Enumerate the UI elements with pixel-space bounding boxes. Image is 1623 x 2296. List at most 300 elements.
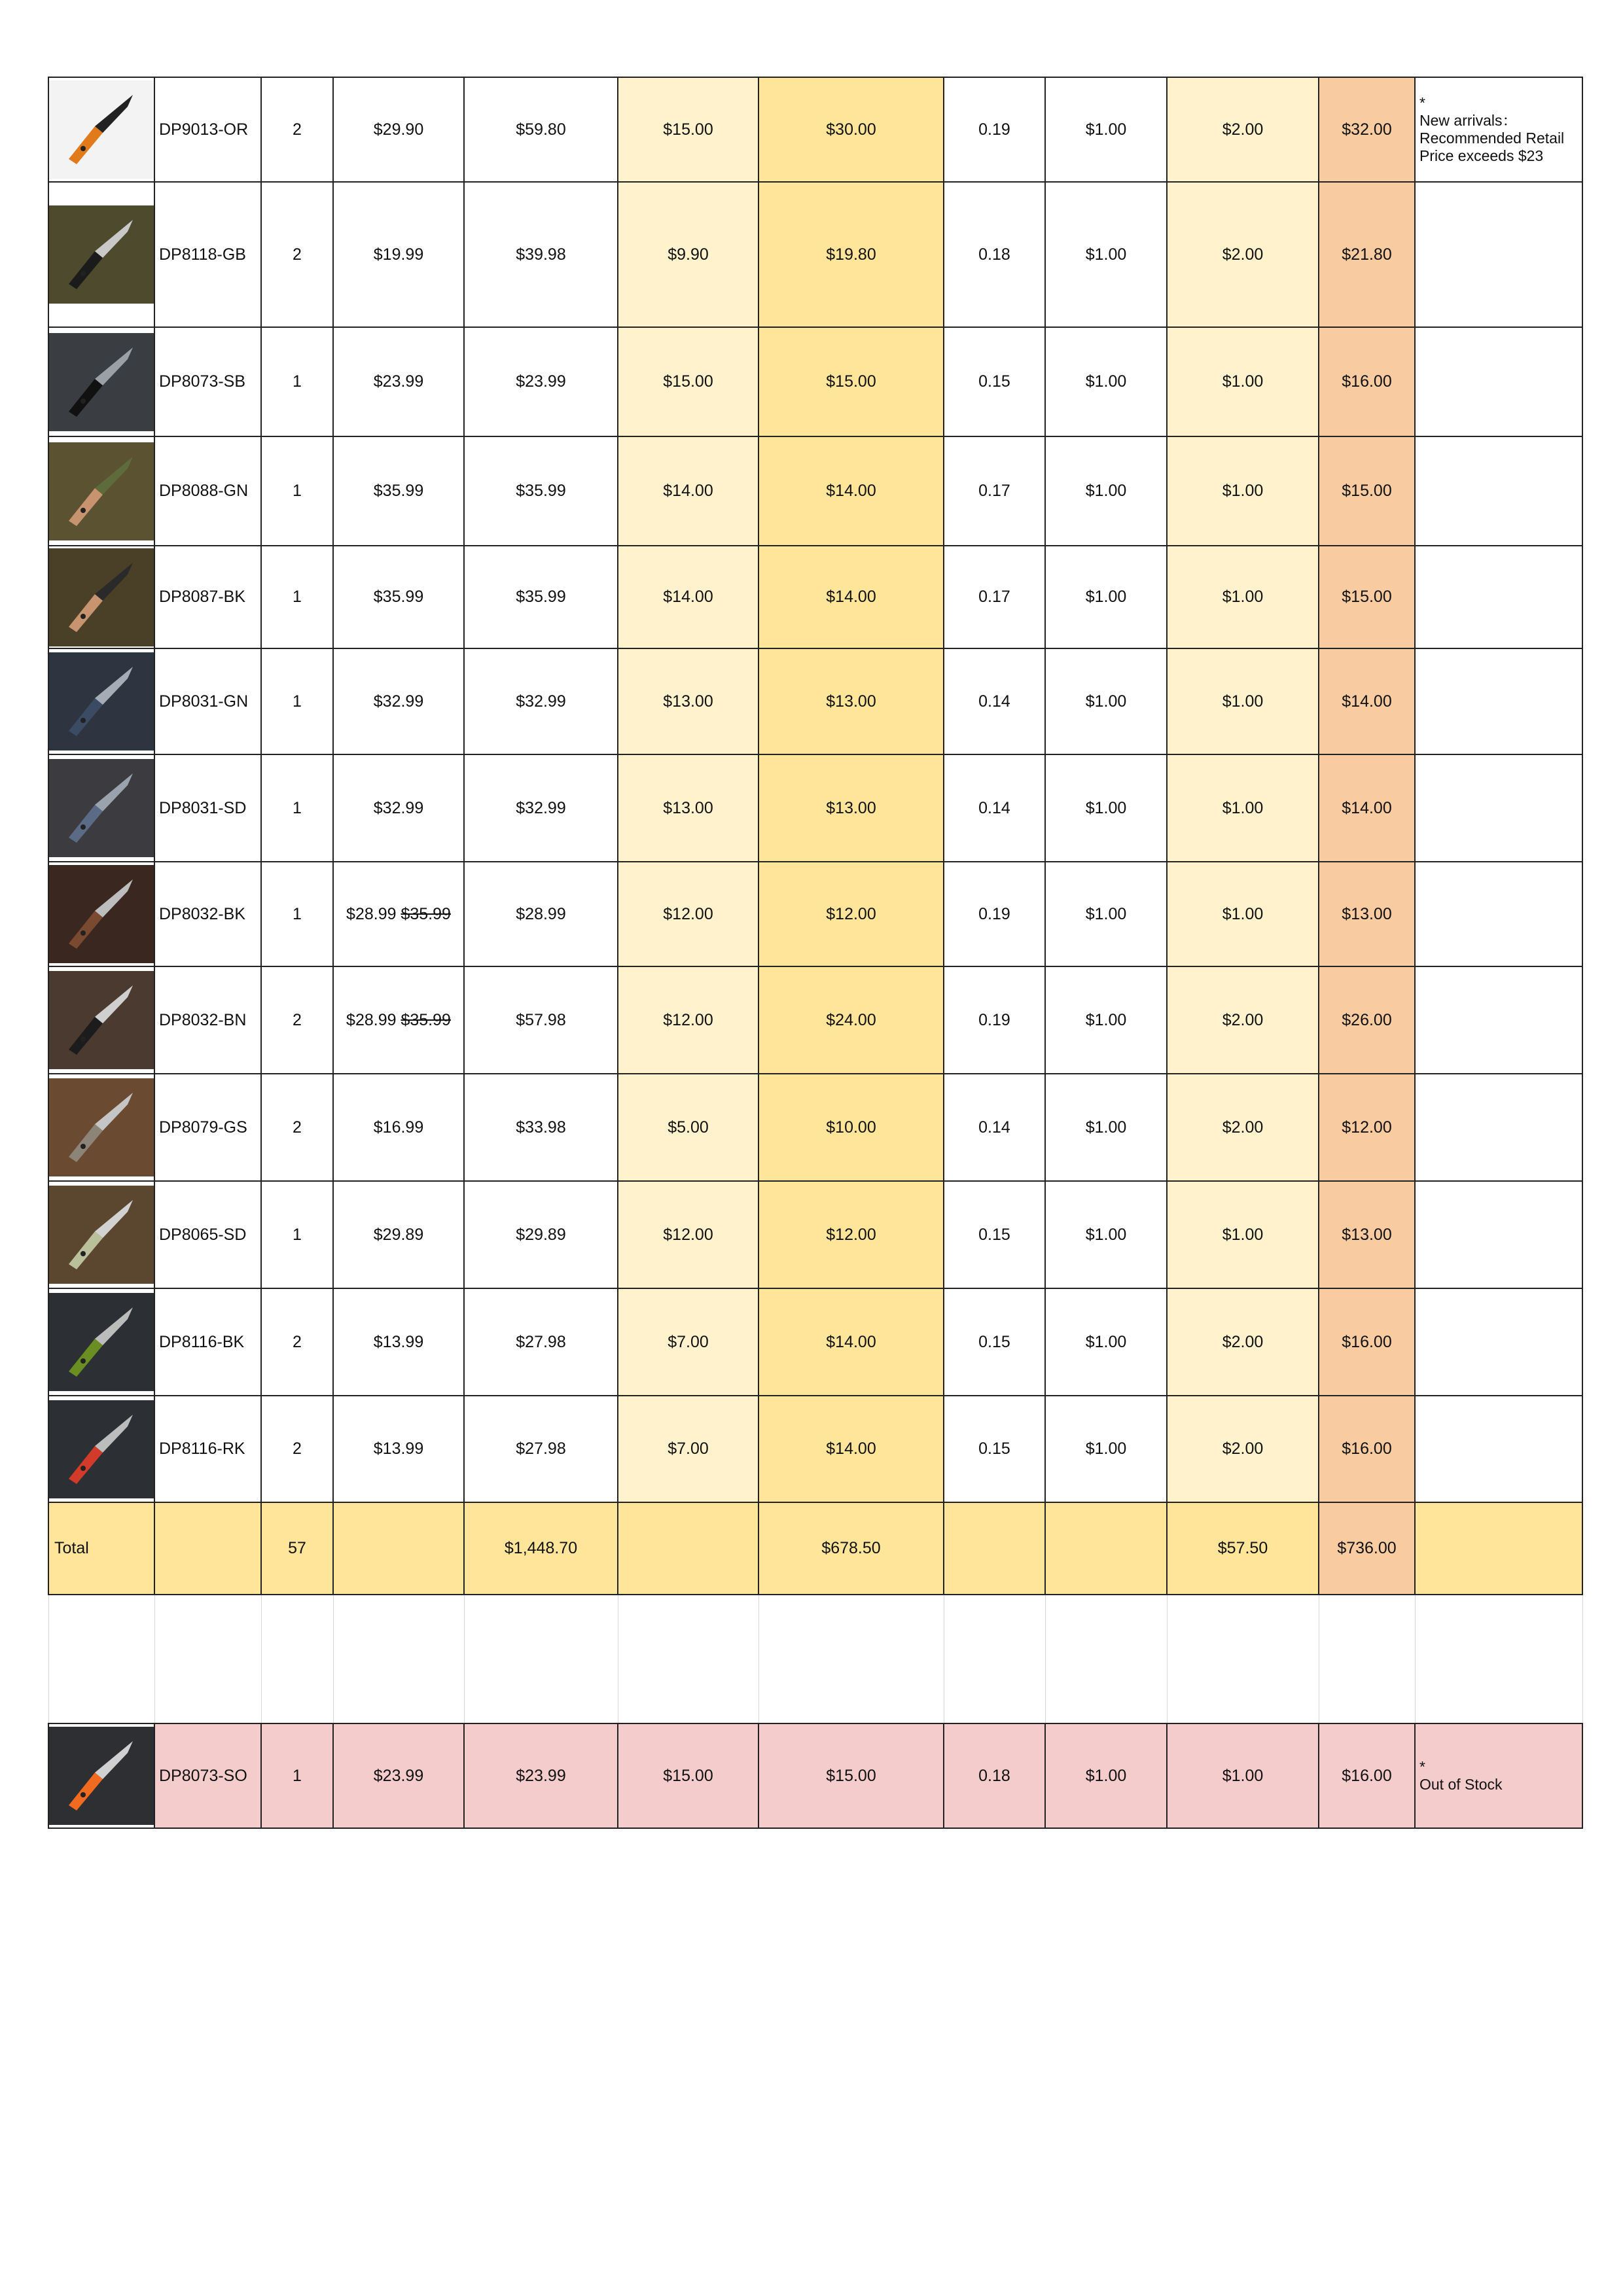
ship-unit-cell [1045, 1396, 1167, 1502]
order-table [48, 77, 1583, 1829]
table-row [48, 327, 1582, 436]
note-cell [1415, 1181, 1582, 1288]
amount-value: $23.99 [516, 372, 566, 391]
table-row [48, 754, 1582, 862]
unit-price: $35.99 [373, 588, 424, 606]
amount-value: $32.99 [516, 798, 566, 817]
note-cell [1415, 648, 1582, 754]
empty-cell [1167, 1595, 1319, 1723]
ship-value: $1.00 [1222, 904, 1264, 923]
amount-cell [464, 327, 618, 436]
product-image [48, 1074, 154, 1181]
knife-thumbnail-icon [49, 759, 154, 857]
product-image [48, 862, 154, 966]
cost-cell [758, 1074, 944, 1181]
unit-cost-value: $13.00 [663, 692, 713, 711]
table-row [48, 1288, 1582, 1396]
total-row [48, 1502, 1582, 1595]
total-empty-cell [333, 1502, 464, 1595]
ship-unit-cell [1045, 546, 1167, 648]
total-ship: $57.50 [1217, 1539, 1268, 1557]
cost-cell [758, 754, 944, 862]
note-cell [1415, 327, 1582, 436]
table-row [48, 648, 1582, 754]
empty-cell [464, 1595, 618, 1723]
weight-value: 0.14 [978, 1118, 1010, 1137]
ship-unit-cell [1045, 862, 1167, 966]
ship-value: $2.00 [1222, 120, 1264, 139]
amount-cell [464, 1288, 618, 1396]
sku-cell [154, 1723, 261, 1828]
unit-cost-cell [618, 648, 758, 754]
cost-value: $24.00 [826, 1010, 876, 1029]
knife-thumbnail-icon [49, 333, 154, 431]
sku-label: DP8073-SO [159, 1766, 247, 1785]
product-image [48, 1396, 154, 1502]
knife-thumbnail-icon [49, 1186, 154, 1284]
total-empty-cell [944, 1502, 1045, 1595]
original-price: $35.99 [401, 1010, 451, 1029]
weight-value: 0.18 [978, 245, 1010, 264]
product-image [48, 1181, 154, 1288]
weight-cell [944, 327, 1045, 436]
qty-cell [261, 1723, 333, 1828]
note-cell [1415, 436, 1582, 546]
unit-price: $23.99 [373, 1766, 424, 1785]
cost-cell [758, 546, 944, 648]
price-cell [333, 1723, 464, 1828]
total-value: $16.00 [1342, 372, 1392, 391]
total-value: $13.00 [1342, 904, 1392, 923]
unit-cost-value: $15.00 [663, 1766, 713, 1785]
row-total-cell [1319, 1181, 1415, 1288]
row-total-cell [1319, 1074, 1415, 1181]
ship-value: $2.00 [1222, 245, 1264, 264]
weight-value: 0.17 [978, 482, 1010, 500]
ship-value: $1.00 [1222, 1766, 1264, 1785]
sku-label: DP8116-RK [159, 1439, 245, 1458]
weight-value: 0.15 [978, 1332, 1010, 1351]
ship-value: $2.00 [1222, 1332, 1264, 1351]
amount-value: $35.99 [516, 588, 566, 606]
qty-value: 2 [293, 1118, 302, 1137]
ship-unit-cell [1045, 1181, 1167, 1288]
amount-value: $59.80 [516, 120, 566, 139]
unit-cost-value: $9.90 [668, 245, 709, 264]
qty-value: 1 [293, 372, 302, 391]
sku-label: DP8032-BN [159, 1010, 247, 1029]
price-cell [333, 1288, 464, 1396]
ship-cell [1167, 327, 1319, 436]
amount-value: $27.98 [516, 1439, 566, 1458]
unit-cost-value: $12.00 [663, 1010, 713, 1029]
note-marker: * [1419, 1758, 1425, 1775]
qty-value: 2 [293, 1332, 302, 1351]
qty-cell [261, 1181, 333, 1288]
weight-value: 0.19 [978, 120, 1010, 139]
ship-value: $1.00 [1222, 692, 1264, 711]
weight-cell [944, 754, 1045, 862]
unit-cost-cell [618, 966, 758, 1074]
row-total-cell [1319, 1396, 1415, 1502]
knife-thumbnail-icon [49, 865, 154, 963]
unit-price: $32.99 [373, 798, 424, 817]
qty-cell [261, 754, 333, 862]
empty-cell [1045, 1595, 1167, 1723]
cost-value: $19.80 [826, 245, 876, 264]
note-cell [1415, 1723, 1582, 1828]
ship-value: $2.00 [1222, 1010, 1264, 1029]
ship-cell [1167, 1396, 1319, 1502]
ship-cell [1167, 862, 1319, 966]
ship-cell [1167, 1288, 1319, 1396]
empty-cell [944, 1595, 1045, 1723]
weight-cell [944, 1396, 1045, 1502]
cost-cell [758, 1723, 944, 1828]
out-of-stock-row [48, 1723, 1582, 1828]
amount-value: $23.99 [516, 1766, 566, 1785]
amount-cell [464, 1181, 618, 1288]
cost-cell [758, 648, 944, 754]
unit-cost-value: $12.00 [663, 1225, 713, 1244]
original-price: $35.99 [401, 904, 451, 923]
price-cell [333, 436, 464, 546]
total-amount: $1,448.70 [504, 1539, 578, 1557]
ship-unit-cell [1045, 1723, 1167, 1828]
sku-cell [154, 77, 261, 182]
row-total-cell [1319, 648, 1415, 754]
sku-label: DP8031-GN [159, 692, 249, 711]
unit-cost-value: $5.00 [668, 1118, 709, 1137]
weight-cell [944, 1074, 1045, 1181]
note-cell [1415, 77, 1582, 182]
sku-cell [154, 754, 261, 862]
unit-cost-cell [618, 1074, 758, 1181]
ship-unit-value: $1.00 [1085, 1225, 1127, 1244]
table-row [48, 862, 1582, 966]
weight-cell [944, 648, 1045, 754]
total-qty: 57 [288, 1539, 306, 1557]
cost-value: $14.00 [826, 588, 876, 606]
empty-cell [618, 1595, 758, 1723]
ship-unit-value: $1.00 [1085, 798, 1127, 817]
unit-cost-value: $7.00 [668, 1332, 709, 1351]
ship-cell [1167, 754, 1319, 862]
cost-cell [758, 1288, 944, 1396]
sku-label: DP8116-BK [159, 1332, 245, 1351]
ship-unit-value: $1.00 [1085, 1118, 1127, 1137]
sku-label: DP8073-SB [159, 372, 246, 391]
cost-cell [758, 182, 944, 327]
note-text: New arrivals：Recommended Retail Price exceeds $23 [1419, 112, 1565, 164]
ship-unit-value: $1.00 [1085, 372, 1127, 391]
note-cell [1415, 1288, 1582, 1396]
total-empty-cell [1045, 1502, 1167, 1595]
sku-cell [154, 327, 261, 436]
qty-cell [261, 436, 333, 546]
unit-price: $29.89 [373, 1225, 424, 1244]
sku-cell [154, 182, 261, 327]
unit-cost-value: $7.00 [668, 1439, 709, 1458]
qty-cell [261, 1288, 333, 1396]
note-cell [1415, 1074, 1582, 1181]
weight-value: 0.17 [978, 588, 1010, 606]
amount-cell [464, 1074, 618, 1181]
knife-thumbnail-icon [49, 205, 154, 304]
weight-cell [944, 862, 1045, 966]
qty-cell [261, 327, 333, 436]
ship-value: $1.00 [1222, 798, 1264, 817]
empty-cell [758, 1595, 944, 1723]
table-row [48, 77, 1582, 182]
price-cell [333, 862, 464, 966]
note-cell [1415, 1396, 1582, 1502]
ship-unit-value: $1.00 [1085, 1010, 1127, 1029]
weight-cell [944, 1288, 1045, 1396]
total-value: $14.00 [1342, 692, 1392, 711]
total-value: $26.00 [1342, 1010, 1392, 1029]
row-total-cell [1319, 77, 1415, 182]
unit-cost-cell [618, 182, 758, 327]
row-total-cell [1319, 1723, 1415, 1828]
cost-value: $15.00 [826, 372, 876, 391]
amount-cell [464, 966, 618, 1074]
knife-thumbnail-icon [49, 971, 154, 1069]
sku-cell [154, 1288, 261, 1396]
grand-total: $736.00 [1337, 1539, 1397, 1557]
row-total-cell [1319, 182, 1415, 327]
unit-cost-cell [618, 1288, 758, 1396]
total-empty-cell [618, 1502, 758, 1595]
note-cell [1415, 182, 1582, 327]
note-cell [1415, 754, 1582, 862]
total-ship-cell [1167, 1502, 1319, 1595]
ship-unit-cell [1045, 966, 1167, 1074]
weight-value: 0.14 [978, 692, 1010, 711]
row-total-cell [1319, 862, 1415, 966]
qty-value: 2 [293, 245, 302, 264]
total-empty-cell [1415, 1502, 1582, 1595]
unit-cost-value: $15.00 [663, 372, 713, 391]
weight-value: 0.15 [978, 1439, 1010, 1458]
empty-cell [333, 1595, 464, 1723]
unit-cost-cell [618, 327, 758, 436]
unit-cost-value: $15.00 [663, 120, 713, 139]
qty-cell [261, 862, 333, 966]
price-cell [333, 77, 464, 182]
table-row [48, 546, 1582, 648]
unit-cost-cell [618, 862, 758, 966]
ship-unit-value: $1.00 [1085, 1766, 1127, 1785]
unit-cost-cell [618, 436, 758, 546]
unit-cost-cell [618, 754, 758, 862]
amount-cell [464, 1396, 618, 1502]
product-image [48, 436, 154, 546]
qty-value: 1 [293, 904, 302, 923]
cost-cell [758, 77, 944, 182]
product-image [48, 966, 154, 1074]
price-cell [333, 1074, 464, 1181]
note-cell [1415, 862, 1582, 966]
qty-value: 2 [293, 120, 302, 139]
ship-cell [1167, 648, 1319, 754]
unit-price: $32.99 [373, 692, 424, 711]
product-image [48, 327, 154, 436]
empty-cell [1319, 1595, 1415, 1723]
qty-cell [261, 1396, 333, 1502]
amount-cell [464, 436, 618, 546]
weight-value: 0.18 [978, 1766, 1010, 1785]
cost-value: $30.00 [826, 120, 876, 139]
amount-cell [464, 77, 618, 182]
sku-label: DP8118-GB [159, 245, 246, 264]
unit-cost-cell [618, 77, 758, 182]
order-rows [48, 77, 1582, 1828]
total-cost-cell [758, 1502, 944, 1595]
sku-cell [154, 1181, 261, 1288]
amount-cell [464, 546, 618, 648]
row-total-cell [1319, 754, 1415, 862]
total-amount-cell [464, 1502, 618, 1595]
note-cell [1415, 546, 1582, 648]
total-value: $16.00 [1342, 1439, 1392, 1458]
sku-cell [154, 862, 261, 966]
ship-cell [1167, 182, 1319, 327]
amount-cell [464, 862, 618, 966]
weight-cell [944, 77, 1045, 182]
amount-value: $32.99 [516, 692, 566, 711]
ship-cell [1167, 77, 1319, 182]
amount-value: $57.98 [516, 1010, 566, 1029]
total-label: Total [54, 1539, 89, 1557]
ship-unit-value: $1.00 [1085, 120, 1127, 139]
knife-thumbnail-icon [49, 80, 154, 179]
price-cell [333, 966, 464, 1074]
price-cell [333, 182, 464, 327]
ship-unit-value: $1.00 [1085, 245, 1127, 264]
product-image [48, 754, 154, 862]
cost-cell [758, 862, 944, 966]
ship-unit-value: $1.00 [1085, 588, 1127, 606]
weight-value: 0.15 [978, 1225, 1010, 1244]
cost-value: $13.00 [826, 798, 876, 817]
total-value: $13.00 [1342, 1225, 1392, 1244]
note-cell [1415, 966, 1582, 1074]
ship-unit-value: $1.00 [1085, 1439, 1127, 1458]
weight-cell [944, 1723, 1045, 1828]
price-cell [333, 1181, 464, 1288]
weight-cell [944, 436, 1045, 546]
product-image [48, 1288, 154, 1396]
table-row [48, 966, 1582, 1074]
sku-label: DP8088-GN [159, 482, 249, 500]
unit-price: $28.99 [346, 904, 397, 923]
cost-value: $12.00 [826, 1225, 876, 1244]
weight-cell [944, 546, 1045, 648]
ship-unit-value: $1.00 [1085, 904, 1127, 923]
qty-cell [261, 648, 333, 754]
unit-price: $19.99 [373, 245, 424, 264]
total-value: $14.00 [1342, 798, 1392, 817]
total-value: $16.00 [1342, 1766, 1392, 1785]
price-cell [333, 1396, 464, 1502]
qty-cell [261, 182, 333, 327]
weight-cell [944, 1181, 1045, 1288]
product-image [48, 77, 154, 182]
unit-price: $16.99 [373, 1118, 424, 1137]
ship-unit-value: $1.00 [1085, 482, 1127, 500]
ship-unit-cell [1045, 1074, 1167, 1181]
total-value: $15.00 [1342, 482, 1392, 500]
qty-cell [261, 546, 333, 648]
note-text: Out of Stock [1419, 1776, 1503, 1793]
amount-value: $33.98 [516, 1118, 566, 1137]
ship-value: $2.00 [1222, 1118, 1264, 1137]
ship-unit-cell [1045, 1288, 1167, 1396]
ship-value: $1.00 [1222, 1225, 1264, 1244]
ship-unit-cell [1045, 648, 1167, 754]
row-total-cell [1319, 546, 1415, 648]
ship-unit-cell [1045, 754, 1167, 862]
cost-value: $13.00 [826, 692, 876, 711]
weight-value: 0.15 [978, 372, 1010, 391]
sku-cell [154, 1074, 261, 1181]
amount-cell [464, 1723, 618, 1828]
unit-cost-value: $12.00 [663, 904, 713, 923]
unit-cost-value: $13.00 [663, 798, 713, 817]
total-empty-cell [154, 1502, 261, 1595]
amount-value: $29.89 [516, 1225, 566, 1244]
empty-cell [261, 1595, 333, 1723]
ship-value: $1.00 [1222, 588, 1264, 606]
unit-cost-cell [618, 546, 758, 648]
cost-cell [758, 966, 944, 1074]
total-value: $21.80 [1342, 245, 1392, 264]
sku-cell [154, 546, 261, 648]
grand-total-cell [1319, 1502, 1415, 1595]
amount-cell [464, 648, 618, 754]
amount-value: $28.99 [516, 904, 566, 923]
qty-value: 2 [293, 1010, 302, 1029]
price-cell [333, 546, 464, 648]
sku-cell [154, 966, 261, 1074]
weight-value: 0.14 [978, 798, 1010, 817]
knife-thumbnail-icon [49, 1078, 154, 1176]
table-row [48, 1074, 1582, 1181]
total-qty-cell [261, 1502, 333, 1595]
row-total-cell [1319, 1288, 1415, 1396]
amount-cell [464, 754, 618, 862]
total-label-cell [48, 1502, 154, 1595]
row-total-cell [1319, 436, 1415, 546]
sku-label: DP8065-SD [159, 1225, 247, 1244]
ship-unit-value: $1.00 [1085, 1332, 1127, 1351]
amount-value: $27.98 [516, 1332, 566, 1351]
row-total-cell [1319, 966, 1415, 1074]
ship-unit-value: $1.00 [1085, 692, 1127, 711]
unit-price: $13.99 [373, 1332, 424, 1351]
unit-price: $13.99 [373, 1439, 424, 1458]
table-row [48, 1181, 1582, 1288]
price-cell [333, 327, 464, 436]
weight-value: 0.19 [978, 904, 1010, 923]
ship-cell [1167, 1181, 1319, 1288]
qty-value: 1 [293, 1766, 302, 1785]
unit-price: $35.99 [373, 482, 424, 500]
qty-cell [261, 77, 333, 182]
ship-unit-cell [1045, 77, 1167, 182]
knife-thumbnail-icon [49, 442, 154, 540]
